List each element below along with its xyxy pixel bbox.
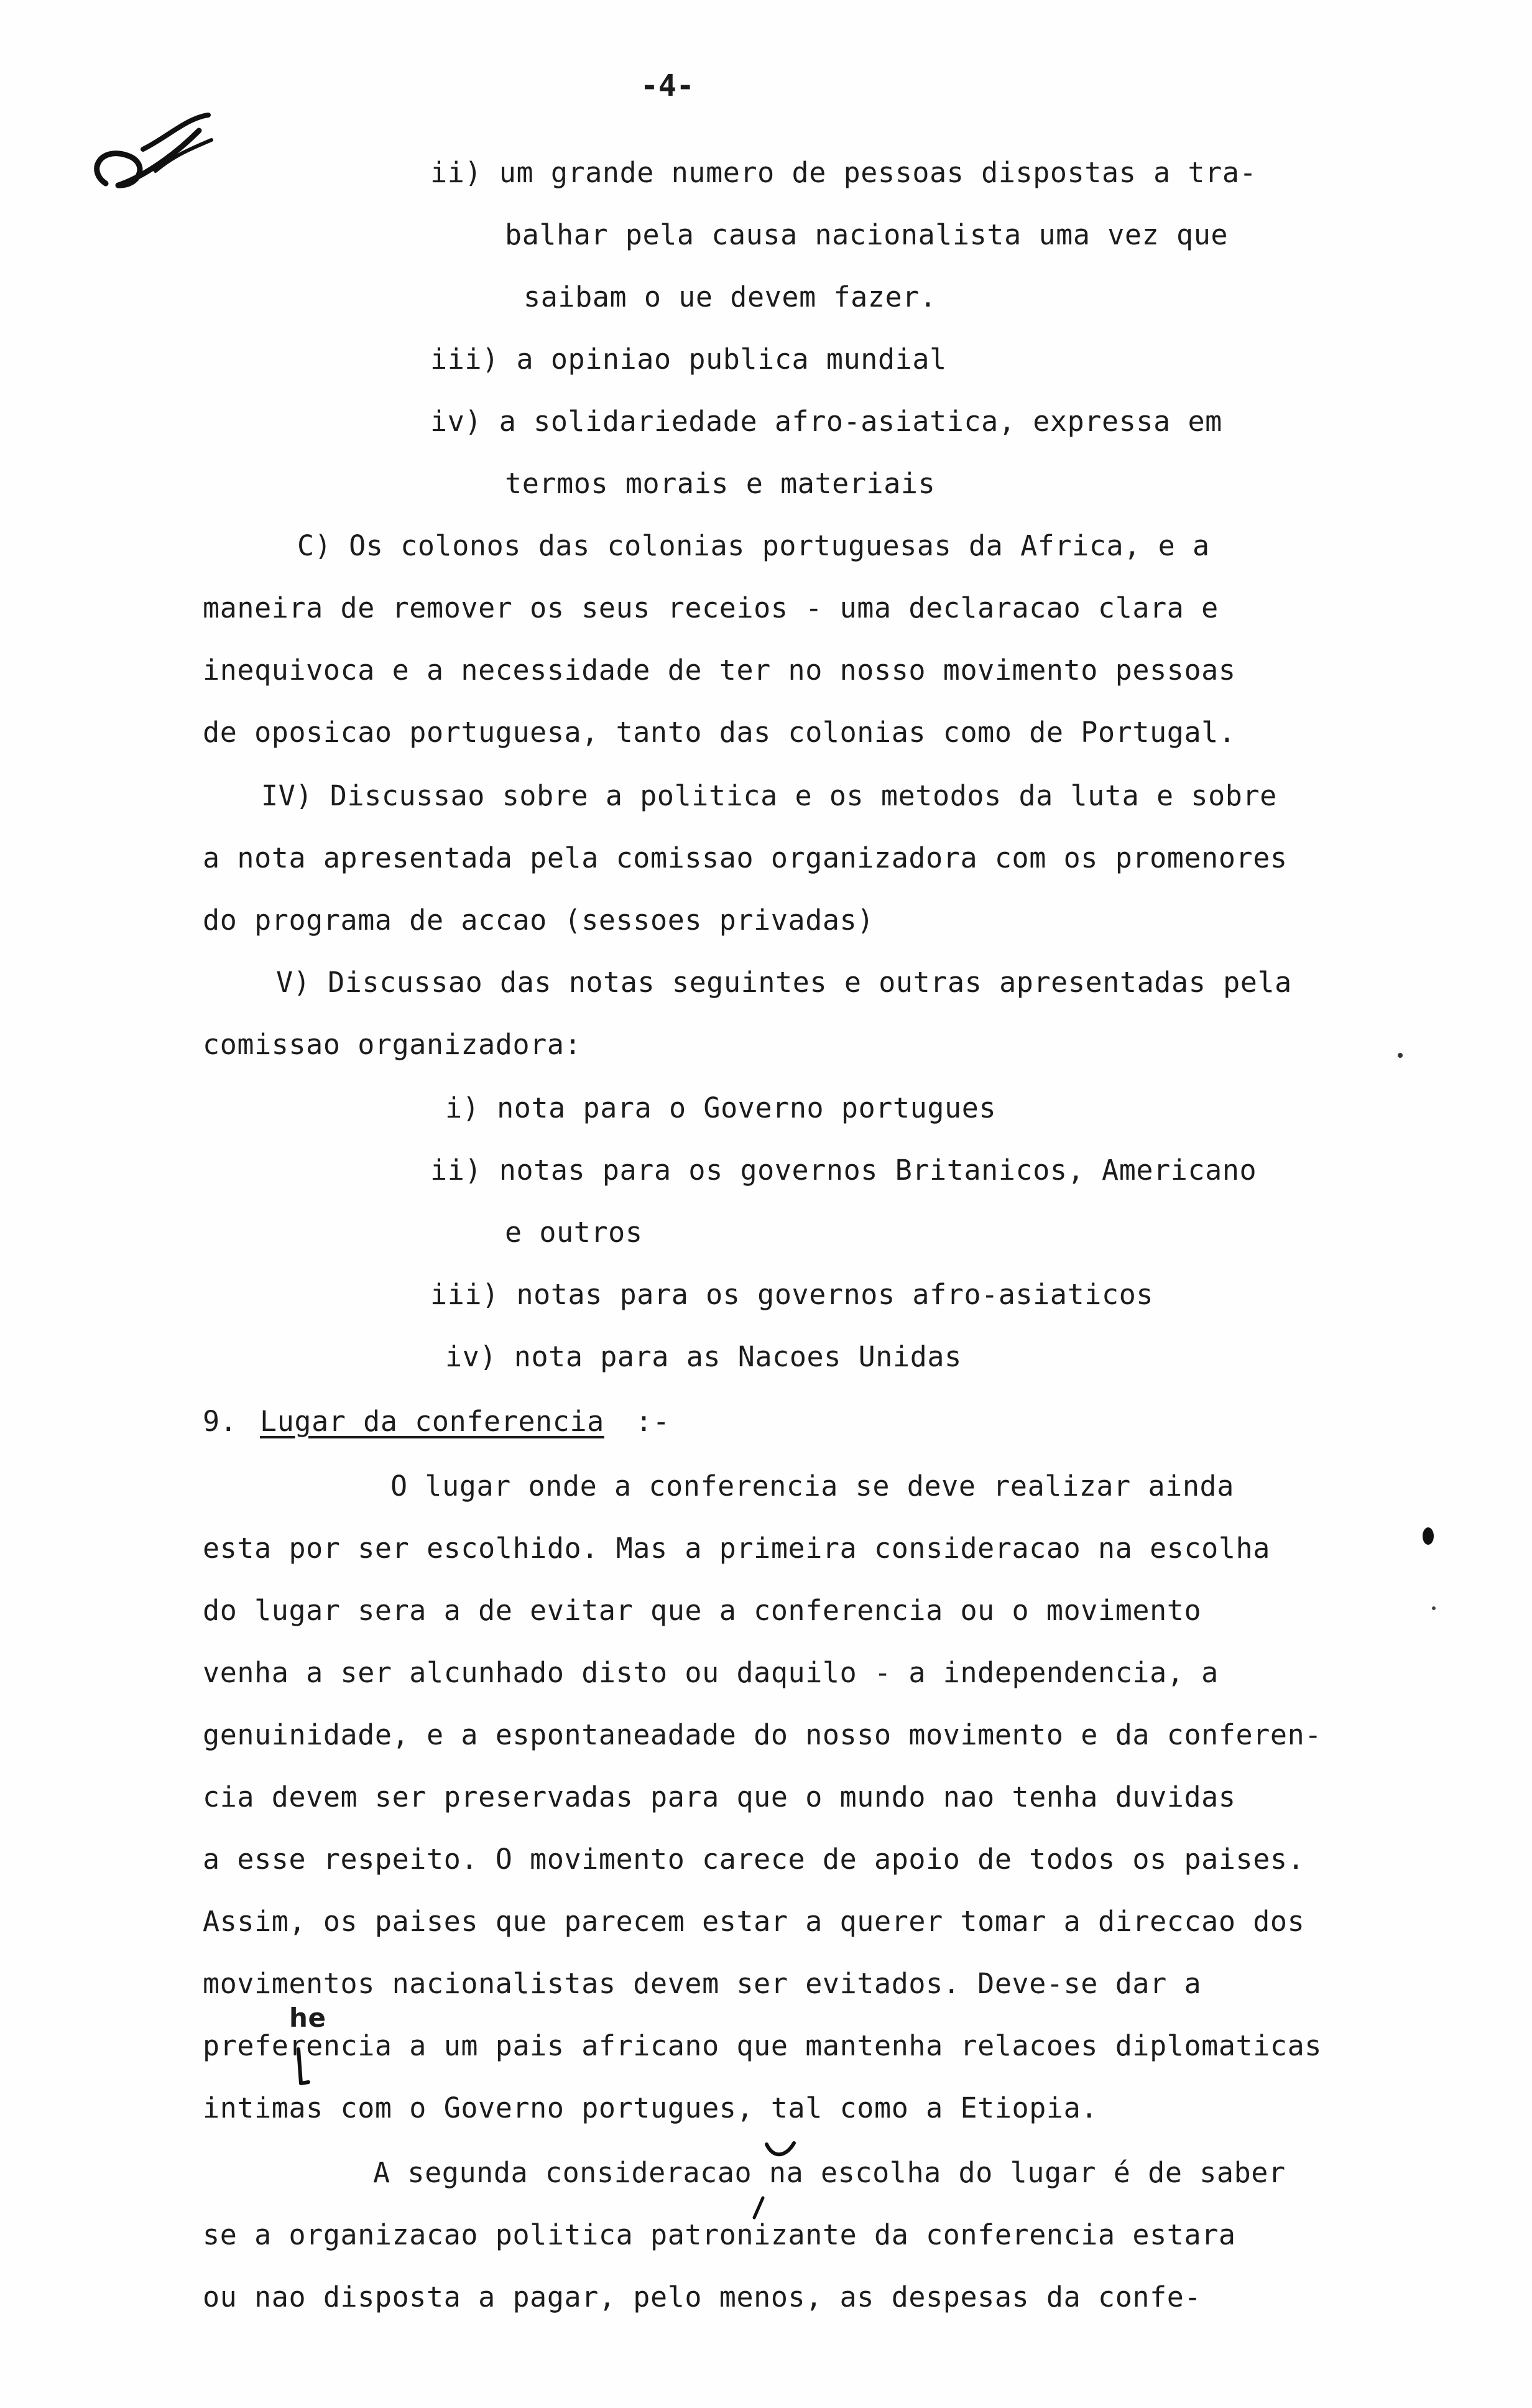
text-line-26: cia devem ser preservadas para que o mundo nao tenha duvidas xyxy=(203,1781,1236,1813)
text-line-22: esta por ser escolhido. Mas a primeira consideracao na escolha xyxy=(203,1532,1270,1565)
text-line-24: venha a ser alcunhado disto ou daquilo - a independencia, a xyxy=(203,1656,1219,1689)
text-line-2: balhar pela causa nacionalista uma vez que xyxy=(505,218,1229,251)
text-line-32: A segunda consideracao na escolha do lugar é de saber xyxy=(373,2156,1286,2189)
text-line-31: intimas com o Governo portugues, tal como a Etiopia. xyxy=(203,2091,1098,2124)
section-heading: Lugar da conferencia xyxy=(260,1405,604,1438)
text-line-3: saibam o ue devem fazer. xyxy=(524,280,937,313)
small-dot-mark-2 xyxy=(1430,1605,1437,1612)
text-line-33: se a organizacao politica patronizante da conferencia estara xyxy=(203,2218,1236,2251)
text-line-13: do programa de accao (sessoes privadas) xyxy=(203,904,874,937)
text-line-28: Assim, os paises que parecem estar a querer tomar a direccao dos xyxy=(203,1905,1305,1938)
text-line-19: iii) notas para os governos afro-asiaticos xyxy=(430,1278,1154,1311)
text-line-6: termos morais e materiais xyxy=(505,467,936,500)
text-line-29: movimentos nacionalistas devem ser evitados. Deve-se dar a xyxy=(203,1967,1202,2000)
text-line-27: a esse respeito. O movimento carece de apoio de todos os paises. xyxy=(203,1843,1305,1876)
text-line-5: iv) a solidariedade afro-asiatica, expressa em xyxy=(430,405,1222,438)
accent-mark-icon xyxy=(762,2139,799,2164)
text-line-9: inequivoca e a necessidade de ter no nosso movimento pessoas xyxy=(203,654,1236,687)
text-line-10: de oposicao portuguesa, tanto das colonias como de Portugal. xyxy=(203,716,1236,749)
text-line-15: comissao organizadora: xyxy=(203,1028,582,1061)
text-line-14: V) Discussao das notas seguintes e outras apresentadas pela xyxy=(276,966,1292,999)
text-line-20: iv) nota para as Nacoes Unidas xyxy=(445,1340,962,1373)
text-line-16: i) nota para o Governo portugues xyxy=(445,1091,997,1124)
text-line-4: iii) a opiniao publica mundial xyxy=(430,343,947,376)
section-number: 9. xyxy=(203,1405,238,1438)
text-line-7: C) Os colonos das colonias portuguesas da Africa, e a xyxy=(297,529,1210,562)
ink-dot-mark xyxy=(1419,1524,1437,1549)
handwritten-initials-mark xyxy=(81,112,224,205)
section-heading-suffix: :- xyxy=(635,1405,670,1438)
text-line-21: O lugar onde a conferencia se deve realizar ainda xyxy=(390,1470,1234,1503)
slash-mark-icon xyxy=(749,2195,768,2220)
small-dot-mark xyxy=(1396,1051,1405,1060)
text-line-8: maneira de remover os seus receios - uma declaracao clara e xyxy=(203,591,1219,624)
text-line-1: ii) um grande numero de pessoas dispostas a tra- xyxy=(430,156,1257,189)
text-line-17: ii) notas para os governos Britanicos, Americano xyxy=(430,1154,1257,1187)
text-line-11: IV) Discussao sobre a politica e os metodos da luta e sobre xyxy=(261,779,1277,812)
text-line-18: e outros xyxy=(505,1216,643,1249)
text-line-25: genuinidade, e a espontaneadade do nosso movimento e da conferen- xyxy=(203,1718,1322,1751)
page-number: -4- xyxy=(640,68,694,103)
handwritten-insert: he xyxy=(289,2003,326,2033)
text-line-30: preferencia a um pais africano que mantenha relacoes diplomaticas xyxy=(203,2029,1322,2062)
text-line-12: a nota apresentada pela comissao organizadora com os promenores xyxy=(203,841,1288,874)
caret-mark-icon xyxy=(292,2046,311,2090)
text-line-34: ou nao disposta a pagar, pelo menos, as despesas da confe- xyxy=(203,2281,1202,2313)
text-line-23: do lugar sera a de evitar que a conferencia ou o movimento xyxy=(203,1594,1202,1627)
